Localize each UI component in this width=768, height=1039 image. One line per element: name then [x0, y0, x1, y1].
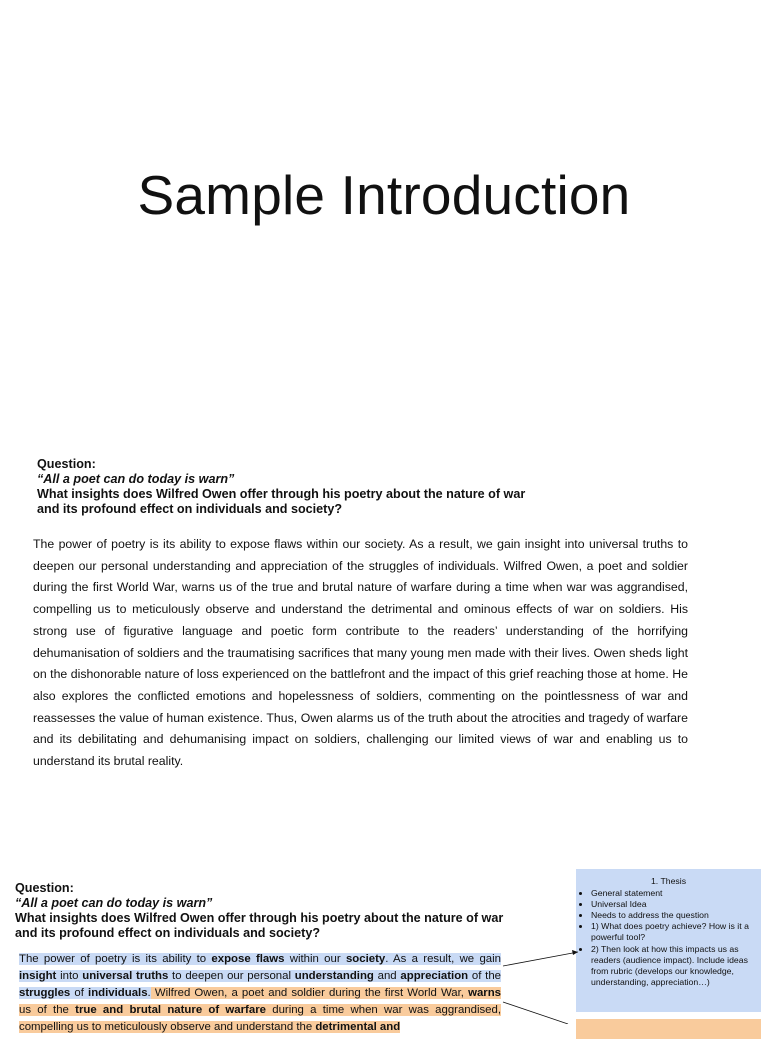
- question-quote: “All a poet can do today is warn”: [37, 472, 235, 486]
- annotated-text: us of the: [19, 1004, 76, 1017]
- question-text: What insights does Wilfred Owen offer through his poetry about the nature of war and its profound effect on individuals and society?: [37, 487, 526, 516]
- intro-paragraph: The power of poetry is its ability to expose flaws within our society. As a result, we gain insight into universal truths to deepen our personal understanding and appreciation of the struggles of individuals. Wilfred Owen, a poet and soldier during the first World War, warns us of the true and brutal nature of warfare during a time when war was aggrandised, compelling us to meticulously observe and understand the detrimental and ominous effects of war on soldiers. His strong use of figurative language and poetic form contribute to the readers’ understanding of the horrifying dehumanisation of soldiers and the traumatising sacrifices that many young men made with their lives. Owen sheds light on the dishonorable nature of loss experienced on the battlefront and the impact of this grief reaching those at home. He also explores the conflicted emotions and hopelessness of soldiers, commenting on the pointlessness of war and reassesses the value of human existence. Thus, Owen alarms us of the truth about the atrocities and tragedy of warfare and its debilitating and dehumanising impact on soldiers, challenging our limited views of war and enabling us to understand its brutal reality.: [33, 537, 688, 769]
- thesis-note-item: • 1) What does poetry achieve? How is it a powerful tool?: [591, 921, 757, 943]
- context-connector-line: [503, 1002, 568, 1024]
- key-term: struggles: [19, 987, 71, 1000]
- key-term: expose flaws: [211, 953, 285, 965]
- question-label: Question:: [37, 457, 96, 471]
- question-block: [37, 457, 527, 517]
- thesis-note-item: • General statement: [591, 888, 757, 899]
- thesis-note-item: • 2) Then look at how this impacts us as readers (audience impact). Include ideas from rubric (develops our knowledge, understanding, appreciation…): [591, 944, 757, 988]
- page-title: Sample Introduction: [137, 164, 631, 226]
- key-term: detrimental and: [315, 1021, 401, 1034]
- key-term: warns: [468, 987, 501, 1000]
- key-term: true and brutal nature of warfare: [75, 1004, 266, 1017]
- key-term: society: [345, 953, 386, 965]
- context-note: [576, 1019, 761, 1039]
- annotated-text: within our: [284, 953, 346, 965]
- annotated-text: of: [70, 987, 89, 1000]
- question-quote: “All a poet can do today is warn”: [15, 896, 213, 910]
- key-term: appreciation: [400, 970, 469, 983]
- annotated-text: into: [56, 970, 83, 983]
- annotated-text: of the: [468, 970, 501, 983]
- key-term: universal truths: [82, 970, 169, 983]
- thesis-note-item: • Universal Idea: [591, 899, 757, 910]
- annotated-text: The power of poetry is its ability to: [19, 953, 212, 965]
- thesis-connector-line: [503, 952, 578, 966]
- thesis-note-title: 1. Thesis: [650, 876, 687, 886]
- key-term: insight: [19, 970, 57, 983]
- annotated-text: Wilfred Owen, a poet and soldier during the first World War,: [150, 987, 469, 1000]
- annotated-text: . As a result, we gain: [385, 953, 501, 965]
- key-term: understanding: [294, 970, 374, 983]
- thesis-note: [576, 869, 761, 1012]
- question-text: What insights does Wilfred Owen offer through his poetry about the nature of war and its profound effect on individuals and society?: [15, 911, 504, 940]
- thesis-note-item: • Needs to address the question: [591, 910, 757, 921]
- annotated-text: to deepen our personal: [168, 970, 295, 983]
- annotated-text: during a time when war was aggrandised, compelling us to meticulously observe and understand the: [19, 1004, 502, 1034]
- thesis-note-list: [580, 888, 757, 988]
- question-label: Question:: [15, 881, 74, 895]
- annotated-question-block: [15, 881, 505, 941]
- annotated-text: .: [147, 987, 151, 1000]
- annotated-text: and: [373, 970, 401, 983]
- key-term: individuals: [88, 987, 148, 1000]
